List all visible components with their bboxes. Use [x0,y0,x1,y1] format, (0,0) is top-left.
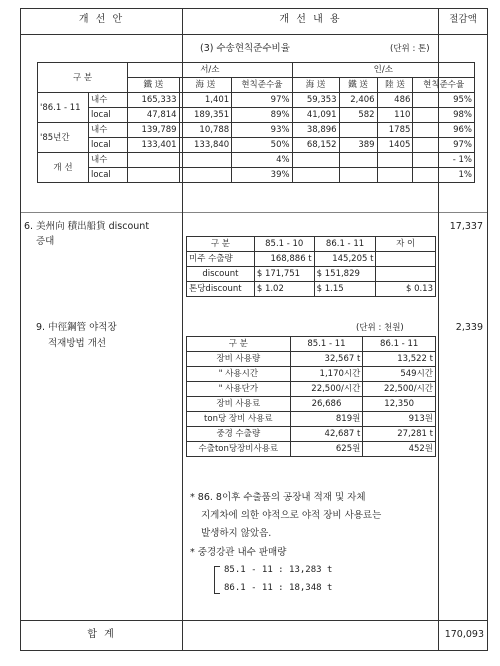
cell: 68,152 [292,138,339,153]
table-row [187,237,436,252]
sec3-colhead: 陸 送 [377,78,413,93]
cell [339,123,377,138]
sec6-title: 6. 美州向 積出船貨 discount [24,221,150,232]
cell: 27,281 t [363,427,436,442]
sec9-note-2: 지게차에 의한 야적으로 야적 장비 사용료는 [201,510,382,521]
cell: ton당 장비 사용료 [187,412,291,427]
sec3-colhead: 현칙준수율 [413,78,475,93]
row-type: local [88,168,127,183]
table-row [187,367,436,382]
cell: 50% [232,138,292,153]
row-type: local [88,108,127,123]
row-period: '85년간 [38,123,89,153]
sec6-saving: 17,337 [449,221,483,232]
cell: 장비 사용료 [187,397,291,412]
cell [292,153,339,168]
cell: 톤당discount [187,282,255,297]
cell: 38,896 [292,123,339,138]
header-improvement-content: 개 선 내 용 [279,14,342,25]
cell [377,153,413,168]
cell: 1% [413,168,475,183]
cell [339,168,377,183]
sec9-head: 86.1 - 11 [363,337,436,352]
frame-right [487,8,488,651]
cell: 133,401 [128,138,179,153]
cell: 168,886 t [254,252,314,267]
footer-total-label: 합 계 [87,629,116,640]
cell: 95% [413,93,475,108]
cell: 97% [413,138,475,153]
row-type: 내수 [88,153,127,168]
cell: " 사용시간 [187,367,291,382]
cell: 819원 [290,412,363,427]
table-row [38,123,475,138]
sec9-head: 구 분 [187,337,291,352]
table-row [187,397,436,412]
cell: 165,333 [128,93,179,108]
sec3-table [37,62,475,183]
sec9-note-6: 86.1 - 11 : 18,348 t [224,583,333,593]
frame-header-bottom [20,34,488,35]
bracket-icon [214,566,220,594]
cell [128,153,179,168]
cell: 1785 [377,123,413,138]
cell: 133,840 [179,138,232,153]
cell: 98% [413,108,475,123]
cell [376,252,436,267]
cell: 26,686 [290,397,363,412]
cell: 89% [232,108,292,123]
sec6-table [186,236,436,297]
frame-top [20,8,488,9]
cell: 수출ton당장비사용료 [187,442,291,457]
cell: 미주 수출량 [187,252,255,267]
header-improvement-plan: 개 선 안 [78,14,125,25]
table-row [38,108,475,123]
header-saving: 절감액 [449,14,477,25]
row-period: '86.1 - 11 [38,93,89,123]
cell: 582 [339,108,377,123]
row-type: 내수 [88,93,127,108]
sec3-unit: (단위 : 톤) [390,44,430,54]
cell: 93% [232,123,292,138]
section-separator [20,212,488,213]
frame-footer-top [20,620,488,621]
cell: 10,788 [179,123,232,138]
cell: 110 [377,108,413,123]
row-period: 개 선 [38,153,89,183]
cell: 486 [377,93,413,108]
table-row [38,168,475,183]
table-row [38,138,475,153]
sec9-unit: (단위 : 천원) [356,323,404,333]
cell: 22,500/시간 [290,382,363,397]
cell: 13,522 t [363,352,436,367]
cell: 12,350 [363,397,436,412]
cell: 59,353 [292,93,339,108]
sec3-title: (3) 수송현칙준수비율 [200,43,290,54]
table-row [187,282,436,297]
sec3-colhead: 현칙준수율 [232,78,292,93]
cell: 1,401 [179,93,232,108]
table-row [187,382,436,397]
cell: 41,091 [292,108,339,123]
table-row [187,442,436,457]
row-type: 내수 [88,123,127,138]
cell: " 사용단가 [187,382,291,397]
cell [339,153,377,168]
cell [179,153,232,168]
sec6-head: 86.1 - 11 [314,237,376,252]
cell: 47,814 [128,108,179,123]
cell: 중경 수출량 [187,427,291,442]
cell: 913원 [363,412,436,427]
cell [376,267,436,282]
table-row [187,412,436,427]
sec9-note-4: * 중경강관 내수 판매량 [190,547,287,558]
table-row [187,337,436,352]
sec9-note-1: * 86. 8이후 수출품의 공장내 적재 및 자체 [190,492,366,503]
sec9-title: 9. 中徑鋼管 야적장 [36,322,117,333]
cell: 189,351 [179,108,232,123]
cell: 1,170시간 [290,367,363,382]
sec9-saving: 2,339 [455,322,483,333]
cell: 145,205 t [314,252,376,267]
cell: 97% [232,93,292,108]
cell: $ 0.13 [376,282,436,297]
row-type: local [88,138,127,153]
table-row [38,153,475,168]
table-row [187,352,436,367]
table-row [38,93,475,108]
cell: 389 [339,138,377,153]
table-row [187,267,436,282]
cell: 2,406 [339,93,377,108]
sec9-table [186,336,436,457]
sec6-subtitle: 증대 [36,236,55,247]
cell [292,168,339,183]
cell: 42,687 t [290,427,363,442]
sec6-head: 구 분 [187,237,255,252]
cell: 96% [413,123,475,138]
cell: $ 1.15 [314,282,376,297]
table-row [187,427,436,442]
frame-left [20,8,21,651]
frame-bottom [20,650,488,651]
sec6-head: 85.1 - 10 [254,237,314,252]
footer-total-value: 170,093 [444,629,484,640]
cell: discount [187,267,255,282]
sec3-inso: 인/소 [292,63,474,78]
cell: - 1% [413,153,475,168]
cell [128,168,179,183]
sec3-colhead: 海 送 [179,78,232,93]
sec3-colhead: 海 送 [292,78,339,93]
sec6-head: 자 이 [376,237,436,252]
table-row [187,252,436,267]
cell: $ 1.02 [254,282,314,297]
cell [377,168,413,183]
cell: $ 171,751 [254,267,314,282]
sec9-subtitle: 적재방법 개선 [48,338,107,349]
cell: 4% [232,153,292,168]
sec3-gubun: 구 분 [38,63,128,93]
cell: $ 151,829 [314,267,376,282]
sec3-colhead: 鐵 送 [339,78,377,93]
cell: 625원 [290,442,363,457]
sec3-seoso: 서/소 [128,63,292,78]
cell: 39% [232,168,292,183]
cell: 1405 [377,138,413,153]
sec9-note-5: 85.1 - 11 : 13,283 t [224,565,333,575]
sec9-head: 85.1 - 11 [290,337,363,352]
cell [179,168,232,183]
cell: 549시간 [363,367,436,382]
cell: 139,789 [128,123,179,138]
cell: 452원 [363,442,436,457]
cell: 장비 사용량 [187,352,291,367]
sec3-colhead: 鐵 送 [128,78,179,93]
cell: 32,567 t [290,352,363,367]
sec9-note-3: 발생하지 않았음. [201,528,272,539]
cell: 22,500/시간 [363,382,436,397]
